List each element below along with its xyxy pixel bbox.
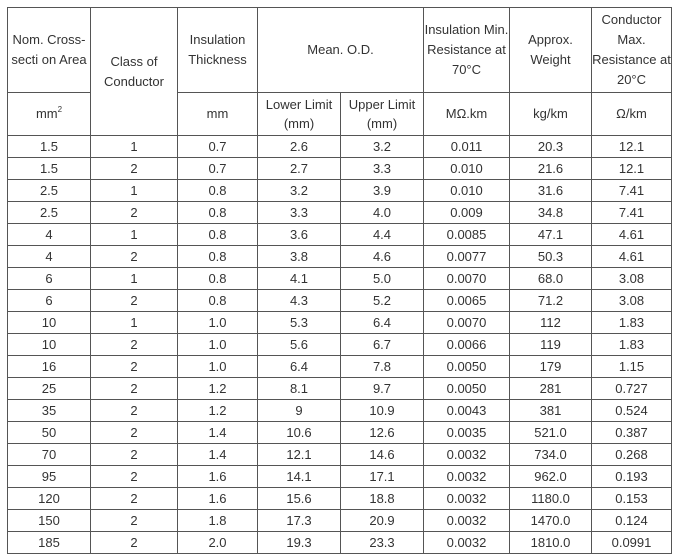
insulation-resistance-cell: 0.009 <box>424 202 510 224</box>
od-lower-cell: 10.6 <box>258 422 341 444</box>
class-cell: 2 <box>91 488 178 510</box>
od-lower-cell: 12.1 <box>258 444 341 466</box>
insulation-resistance-header: Insulation Min. Resistance at 70°C <box>424 8 510 93</box>
class-cell: 1 <box>91 224 178 246</box>
od-lower-cell: 2.7 <box>258 158 341 180</box>
od-lower-cell: 9 <box>258 400 341 422</box>
conductor-resistance-unit: Ω/km <box>592 93 672 136</box>
area-cell: 1.5 <box>8 158 91 180</box>
od-header: Mean. O.D. <box>258 8 424 93</box>
table-row <box>8 202 672 224</box>
insulation-resistance-cell: 0.0085 <box>424 224 510 246</box>
conductor-resistance-cell: 0.268 <box>592 444 672 466</box>
insulation-resistance-cell: 0.0032 <box>424 510 510 532</box>
thickness-cell: 1.6 <box>178 466 258 488</box>
table-row <box>8 444 672 466</box>
od-upper-cell: 17.1 <box>341 466 424 488</box>
insulation-resistance-cell: 0.0032 <box>424 532 510 554</box>
od-upper-cell: 5.2 <box>341 290 424 312</box>
table-row <box>8 466 672 488</box>
table-row <box>8 158 672 180</box>
od-lower-cell: 3.6 <box>258 224 341 246</box>
area-cell: 6 <box>8 268 91 290</box>
thickness-header: Insulation Thickness <box>178 8 258 93</box>
area-cell: 16 <box>8 356 91 378</box>
conductor-resistance-cell: 0.153 <box>592 488 672 510</box>
thickness-cell: 1.0 <box>178 334 258 356</box>
conductor-resistance-cell: 1.83 <box>592 334 672 356</box>
area-cell: 4 <box>8 246 91 268</box>
area-cell: 10 <box>8 312 91 334</box>
class-cell: 2 <box>91 532 178 554</box>
table-row <box>8 246 672 268</box>
weight-cell: 521.0 <box>510 422 592 444</box>
header-row <box>8 8 672 93</box>
table-row <box>8 136 672 158</box>
conductor-resistance-cell: 0.524 <box>592 400 672 422</box>
od-lower-cell: 5.6 <box>258 334 341 356</box>
conductor-resistance-cell: 12.1 <box>592 158 672 180</box>
weight-cell: 1810.0 <box>510 532 592 554</box>
od-upper-cell: 20.9 <box>341 510 424 532</box>
weight-cell: 68.0 <box>510 268 592 290</box>
class-cell: 2 <box>91 510 178 532</box>
cable-spec-table <box>7 7 672 554</box>
od-lower-cell: 4.1 <box>258 268 341 290</box>
class-cell: 1 <box>91 268 178 290</box>
insulation-resistance-cell: 0.0043 <box>424 400 510 422</box>
insulation-resistance-cell: 0.0032 <box>424 466 510 488</box>
area-cell: 1.5 <box>8 136 91 158</box>
area-cell: 50 <box>8 422 91 444</box>
thickness-cell: 0.8 <box>178 224 258 246</box>
insulation-resistance-cell: 0.0050 <box>424 378 510 400</box>
class-cell: 2 <box>91 378 178 400</box>
area-cell: 4 <box>8 224 91 246</box>
class-cell: 2 <box>91 422 178 444</box>
od-upper-cell: 7.8 <box>341 356 424 378</box>
insulation-resistance-cell: 0.0077 <box>424 246 510 268</box>
table-row <box>8 510 672 532</box>
insulation-resistance-cell: 0.010 <box>424 158 510 180</box>
od-upper-cell: 23.3 <box>341 532 424 554</box>
table-row <box>8 422 672 444</box>
weight-cell: 112 <box>510 312 592 334</box>
thickness-cell: 0.8 <box>178 246 258 268</box>
class-cell: 2 <box>91 158 178 180</box>
thickness-cell: 1.2 <box>178 378 258 400</box>
od-lower-cell: 3.3 <box>258 202 341 224</box>
od-upper-cell: 12.6 <box>341 422 424 444</box>
area-cell: 150 <box>8 510 91 532</box>
insulation-resistance-cell: 0.0070 <box>424 268 510 290</box>
od-lower-cell: 8.1 <box>258 378 341 400</box>
insulation-resistance-cell: 0.0070 <box>424 312 510 334</box>
thickness-cell: 0.7 <box>178 158 258 180</box>
class-cell: 1 <box>91 312 178 334</box>
thickness-cell: 0.7 <box>178 136 258 158</box>
od-upper-cell: 4.6 <box>341 246 424 268</box>
table-row <box>8 290 672 312</box>
area-cell: 35 <box>8 400 91 422</box>
area-header: Nom. Cross-secti on Area <box>8 8 91 93</box>
od-lower-cell: 3.8 <box>258 246 341 268</box>
od-upper-cell: 5.0 <box>341 268 424 290</box>
od-lower-cell: 4.3 <box>258 290 341 312</box>
conductor-resistance-cell: 0.387 <box>592 422 672 444</box>
area-cell: 120 <box>8 488 91 510</box>
thickness-cell: 0.8 <box>178 202 258 224</box>
class-cell: 2 <box>91 202 178 224</box>
thickness-cell: 1.8 <box>178 510 258 532</box>
thickness-cell: 1.4 <box>178 444 258 466</box>
od-upper-cell: 4.0 <box>341 202 424 224</box>
weight-cell: 119 <box>510 334 592 356</box>
area-cell: 6 <box>8 290 91 312</box>
od-upper-cell: 3.3 <box>341 158 424 180</box>
conductor-resistance-cell: 0.124 <box>592 510 672 532</box>
weight-unit: kg/km <box>510 93 592 136</box>
od-lower-cell: 2.6 <box>258 136 341 158</box>
od-upper-cell: 3.2 <box>341 136 424 158</box>
class-cell: 2 <box>91 466 178 488</box>
conductor-resistance-cell: 4.61 <box>592 224 672 246</box>
od-lower-cell: 6.4 <box>258 356 341 378</box>
weight-cell: 71.2 <box>510 290 592 312</box>
weight-cell: 381 <box>510 400 592 422</box>
table-row <box>8 268 672 290</box>
weight-cell: 1470.0 <box>510 510 592 532</box>
area-cell: 70 <box>8 444 91 466</box>
area-cell: 2.5 <box>8 180 91 202</box>
insulation-resistance-cell: 0.011 <box>424 136 510 158</box>
od-upper-cell: 10.9 <box>341 400 424 422</box>
insulation-resistance-cell: 0.0050 <box>424 356 510 378</box>
table-row <box>8 400 672 422</box>
conductor-resistance-cell: 0.0991 <box>592 532 672 554</box>
conductor-resistance-cell: 7.41 <box>592 202 672 224</box>
class-cell: 2 <box>91 356 178 378</box>
class-header: Class of Conductor <box>91 8 178 136</box>
table-row <box>8 224 672 246</box>
conductor-resistance-cell: 3.08 <box>592 290 672 312</box>
area-cell: 95 <box>8 466 91 488</box>
insulation-resistance-cell: 0.0032 <box>424 488 510 510</box>
conductor-resistance-cell: 7.41 <box>592 180 672 202</box>
insulation-resistance-cell: 0.0035 <box>424 422 510 444</box>
insulation-resistance-cell: 0.0066 <box>424 334 510 356</box>
od-upper-cell: 6.7 <box>341 334 424 356</box>
od-upper-cell: 3.9 <box>341 180 424 202</box>
thickness-cell: 1.4 <box>178 422 258 444</box>
conductor-resistance-cell: 4.61 <box>592 246 672 268</box>
weight-cell: 281 <box>510 378 592 400</box>
conductor-resistance-cell: 0.193 <box>592 466 672 488</box>
od-lower-cell: 17.3 <box>258 510 341 532</box>
area-unit: $mm^2$ <box>8 93 91 136</box>
od-lower-cell: 15.6 <box>258 488 341 510</box>
weight-cell: 734.0 <box>510 444 592 466</box>
class-cell: 2 <box>91 290 178 312</box>
od-lower-cell: 19.3 <box>258 532 341 554</box>
thickness-cell: 0.8 <box>178 268 258 290</box>
weight-cell: 21.6 <box>510 158 592 180</box>
thickness-cell: 1.0 <box>178 356 258 378</box>
area-cell: 185 <box>8 532 91 554</box>
class-cell: 1 <box>91 180 178 202</box>
table-row <box>8 488 672 510</box>
area-cell: 25 <box>8 378 91 400</box>
class-cell: 2 <box>91 246 178 268</box>
weight-cell: 962.0 <box>510 466 592 488</box>
conductor-resistance-cell: 1.83 <box>592 312 672 334</box>
thickness-cell: 0.8 <box>178 180 258 202</box>
thickness-cell: 0.8 <box>178 290 258 312</box>
table-row <box>8 378 672 400</box>
conductor-resistance-cell: 1.15 <box>592 356 672 378</box>
od-upper-cell: 6.4 <box>341 312 424 334</box>
thickness-cell: 1.6 <box>178 488 258 510</box>
upper-limit-header: Upper Limit (mm) <box>341 93 424 136</box>
weight-cell: 20.3 <box>510 136 592 158</box>
weight-cell: 1180.0 <box>510 488 592 510</box>
conductor-resistance-cell: 3.08 <box>592 268 672 290</box>
thickness-cell: 1.2 <box>178 400 258 422</box>
table-row <box>8 356 672 378</box>
od-lower-cell: 5.3 <box>258 312 341 334</box>
conductor-resistance-cell: 12.1 <box>592 136 672 158</box>
od-upper-cell: 4.4 <box>341 224 424 246</box>
conductor-resistance-header: Conductor Max. Resistance at 20°C <box>592 8 672 93</box>
od-upper-cell: 14.6 <box>341 444 424 466</box>
weight-cell: 47.1 <box>510 224 592 246</box>
insulation-resistance-unit: MΩ.km <box>424 93 510 136</box>
table-row <box>8 312 672 334</box>
od-lower-cell: 14.1 <box>258 466 341 488</box>
insulation-resistance-cell: 0.010 <box>424 180 510 202</box>
table-row <box>8 334 672 356</box>
od-lower-cell: 3.2 <box>258 180 341 202</box>
insulation-resistance-cell: 0.0032 <box>424 444 510 466</box>
od-upper-cell: 18.8 <box>341 488 424 510</box>
od-upper-cell: 9.7 <box>341 378 424 400</box>
table-row <box>8 532 672 554</box>
table-row <box>8 180 672 202</box>
class-cell: 2 <box>91 444 178 466</box>
area-cell: 2.5 <box>8 202 91 224</box>
class-cell: 2 <box>91 400 178 422</box>
thickness-unit: mm <box>178 93 258 136</box>
weight-cell: 34.8 <box>510 202 592 224</box>
weight-cell: 31.6 <box>510 180 592 202</box>
weight-header: Approx. Weight <box>510 8 592 93</box>
conductor-resistance-cell: 0.727 <box>592 378 672 400</box>
insulation-resistance-cell: 0.0065 <box>424 290 510 312</box>
lower-limit-header: Lower Limit (mm) <box>258 93 341 136</box>
thickness-cell: 2.0 <box>178 532 258 554</box>
table-body <box>8 136 672 554</box>
area-cell: 10 <box>8 334 91 356</box>
class-cell: 1 <box>91 136 178 158</box>
thickness-cell: 1.0 <box>178 312 258 334</box>
weight-cell: 179 <box>510 356 592 378</box>
weight-cell: 50.3 <box>510 246 592 268</box>
class-cell: 2 <box>91 334 178 356</box>
